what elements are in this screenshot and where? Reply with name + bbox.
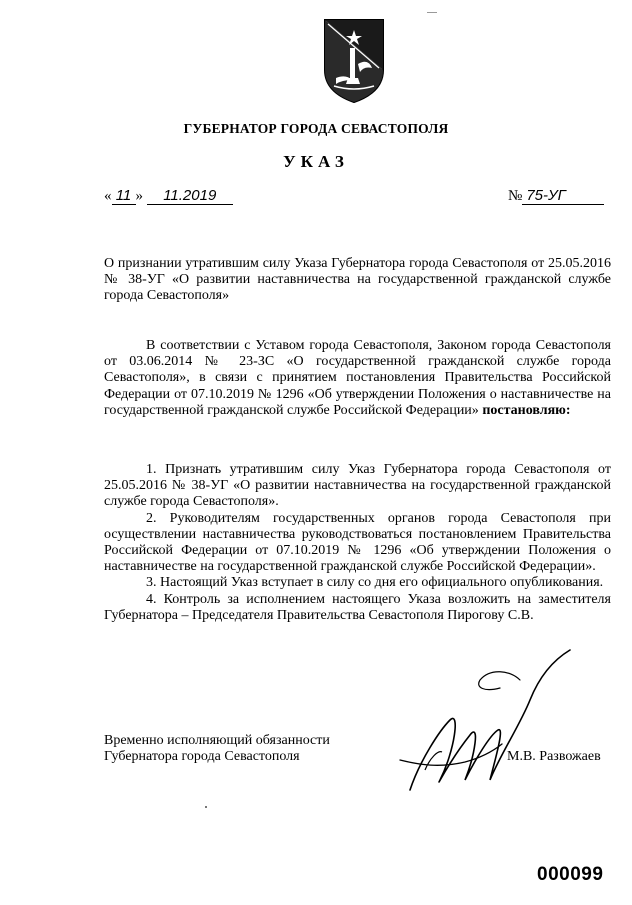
date-day: 11 [112,187,136,205]
decree-number [508,187,604,205]
decree-point: 3. Настоящий Указ вступает в силу со дня его официального опубликования. [146,575,604,591]
number-sign: № [508,188,523,204]
number-value: 75-УГ [522,187,604,205]
scan-speck [205,806,207,808]
preamble-text: В соответствии с Уставом города Севастополя, Законом города Севастополя от 03.06.2014 № 23-ЗС «О государственной гражданской службе города Севастополя», в связи с принятием постановления Правительства Российской Федерации от 07.10.2019 № 1296 «Об утверждении Положения о наставничестве на государственной гражданской службе Российской Федерации» [104,338,611,418]
signatory-position [104,733,330,765]
decree-point: 2. Руководителям государственных органов города Севастополя при осуществлении наставничества руководствоваться постановлением Правительства Российской Федерации от 07.10.2019 № 1296 «Об утверждении Положения о наставничестве на государственной гражданской службе Российской Федерации». [104,510,611,575]
sevastopol-coat-of-arms-icon [322,18,386,104]
handwritten-signature-icon [380,640,580,805]
date-month-year: 11.2019 [147,187,233,205]
issuing-authority: ГУБЕРНАТОР ГОРОДА СЕВАСТОПОЛЯ [183,121,449,136]
signatory-position-line2: Губернатора города Севастополя [104,749,300,765]
decree-points [104,462,611,624]
scan-mark [427,12,437,13]
decree-heading: О признании утратившим силу Указа Губернатора города Севастополя от 25.05.2016 № 38-УГ «О развитии наставничества на государственной гражданской службе города Севастополя» [104,256,611,304]
preamble [104,338,611,419]
signatory-name: М.В. Развожаев [507,749,601,764]
date-open-quote: « [104,188,112,204]
decree-point: 1. Признать утратившим силу Указ Губернатора города Севастополя от 25.05.2016 № 38-УГ «О развитии наставничества на государственной гражданской службе города Севастополя». [104,462,611,510]
document-serial-number: 000099 [537,864,604,885]
resolve-word: постановляю: [482,402,571,418]
decree-point: 4. Контроль за исполнением настоящего Указа возложить на заместителя Губернатора – Председателя Правительства Севастополя Пирогову С.В. [104,591,611,623]
decree-date [104,187,233,205]
date-close-quote: » [135,188,143,204]
signatory-position-line1: Временно исполняющий обязанности [104,733,330,748]
document-type-title: УКАЗ [283,152,349,171]
